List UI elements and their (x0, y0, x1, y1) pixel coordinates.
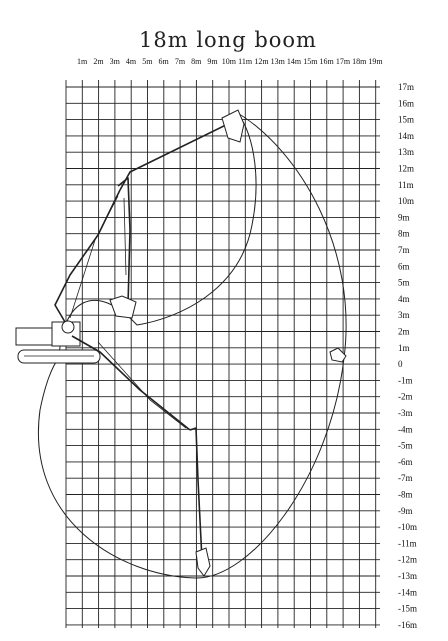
y-axis-label: -6m (398, 456, 413, 467)
y-axis-label: -15m (398, 603, 417, 614)
x-axis-label: 17m (335, 57, 351, 66)
x-axis-label: 13m (270, 57, 285, 66)
bucket-deep-icon (196, 548, 210, 576)
boom-top-lower-section (55, 190, 120, 322)
y-axis-label: -7m (398, 473, 413, 484)
working-range-envelope (38, 112, 346, 578)
y-axis-label: -2m (398, 391, 413, 402)
y-axis-label: 5m (398, 277, 410, 288)
y-axis-label: -3m (398, 408, 413, 418)
y-axis-label: -9m (398, 505, 413, 516)
boom-top-upper-section (120, 122, 232, 190)
x-axis-label: 5m (142, 57, 153, 66)
y-axis-label: 10m (398, 196, 415, 207)
y-axis-label: 3m (398, 310, 410, 321)
y-axis-label: 12m (398, 163, 415, 174)
x-axis-labels (77, 57, 383, 66)
y-axis-labels (398, 82, 417, 630)
x-axis-label: 19m (368, 57, 383, 66)
y-axis-label: -1m (398, 375, 413, 386)
y-axis-label: -13m (398, 571, 417, 581)
x-axis-label: 2m (93, 57, 104, 66)
x-axis-label: 16m (319, 57, 334, 66)
y-axis-label: 6m (398, 261, 410, 272)
y-axis-label: 16m (398, 98, 415, 109)
y-axis-label: 15m (398, 114, 415, 125)
boom-folded-arm (118, 178, 130, 305)
y-axis-label: 13m (398, 147, 415, 158)
excavator-machine (16, 321, 100, 363)
y-axis-label: -14m (398, 587, 417, 598)
x-axis-label: 7m (174, 57, 186, 66)
y-axis-label: 2m (398, 326, 410, 337)
y-axis-label: 7m (398, 245, 410, 255)
y-axis-label: 17m (398, 82, 415, 92)
x-axis-label: 18m (352, 57, 367, 66)
y-axis-label: -4m (398, 424, 413, 435)
y-axis-label: -5m (398, 440, 413, 451)
excavator-cab (16, 328, 52, 345)
boom-deep-cylinder (98, 342, 186, 428)
excavator-track (18, 350, 100, 363)
x-axis-label: 11m (238, 57, 253, 66)
boom-deep-reach (72, 336, 210, 576)
x-axis-label: 4m (125, 57, 137, 66)
x-axis-label: 14m (286, 57, 302, 66)
y-axis-label: 14m (398, 130, 415, 141)
x-axis-label: 15m (303, 57, 318, 66)
y-axis-label: -8m (398, 489, 413, 500)
y-axis-label: 11m (398, 179, 414, 190)
boom-folded-cylinder (124, 198, 126, 275)
x-axis-label: 10m (221, 57, 236, 66)
y-axis-label: 4m (398, 293, 410, 304)
y-axis-label: 9m (398, 212, 410, 223)
y-axis-label: -10m (398, 522, 417, 533)
x-axis-label: 3m (109, 57, 120, 66)
x-axis-label: 12m (254, 57, 269, 66)
boom-pivot (62, 321, 74, 333)
y-axis-label: -12m (398, 554, 417, 565)
x-axis-label: 8m (191, 57, 202, 66)
diagram-title: 18m long boom (139, 28, 317, 52)
y-axis-label: -11m (398, 538, 417, 549)
x-axis-label: 1m (77, 57, 88, 66)
x-axis-label: 9m (207, 57, 218, 66)
y-axis-label: -16m (398, 619, 417, 630)
x-axis-label: 6m (158, 57, 169, 66)
y-axis-label: 0 (398, 359, 403, 370)
bucket-max-reach-icon (330, 348, 346, 362)
boom-top-reach (55, 110, 244, 322)
y-axis-label: 1m (398, 342, 410, 353)
y-axis-label: 8m (398, 228, 410, 239)
boom-folded (110, 178, 136, 318)
